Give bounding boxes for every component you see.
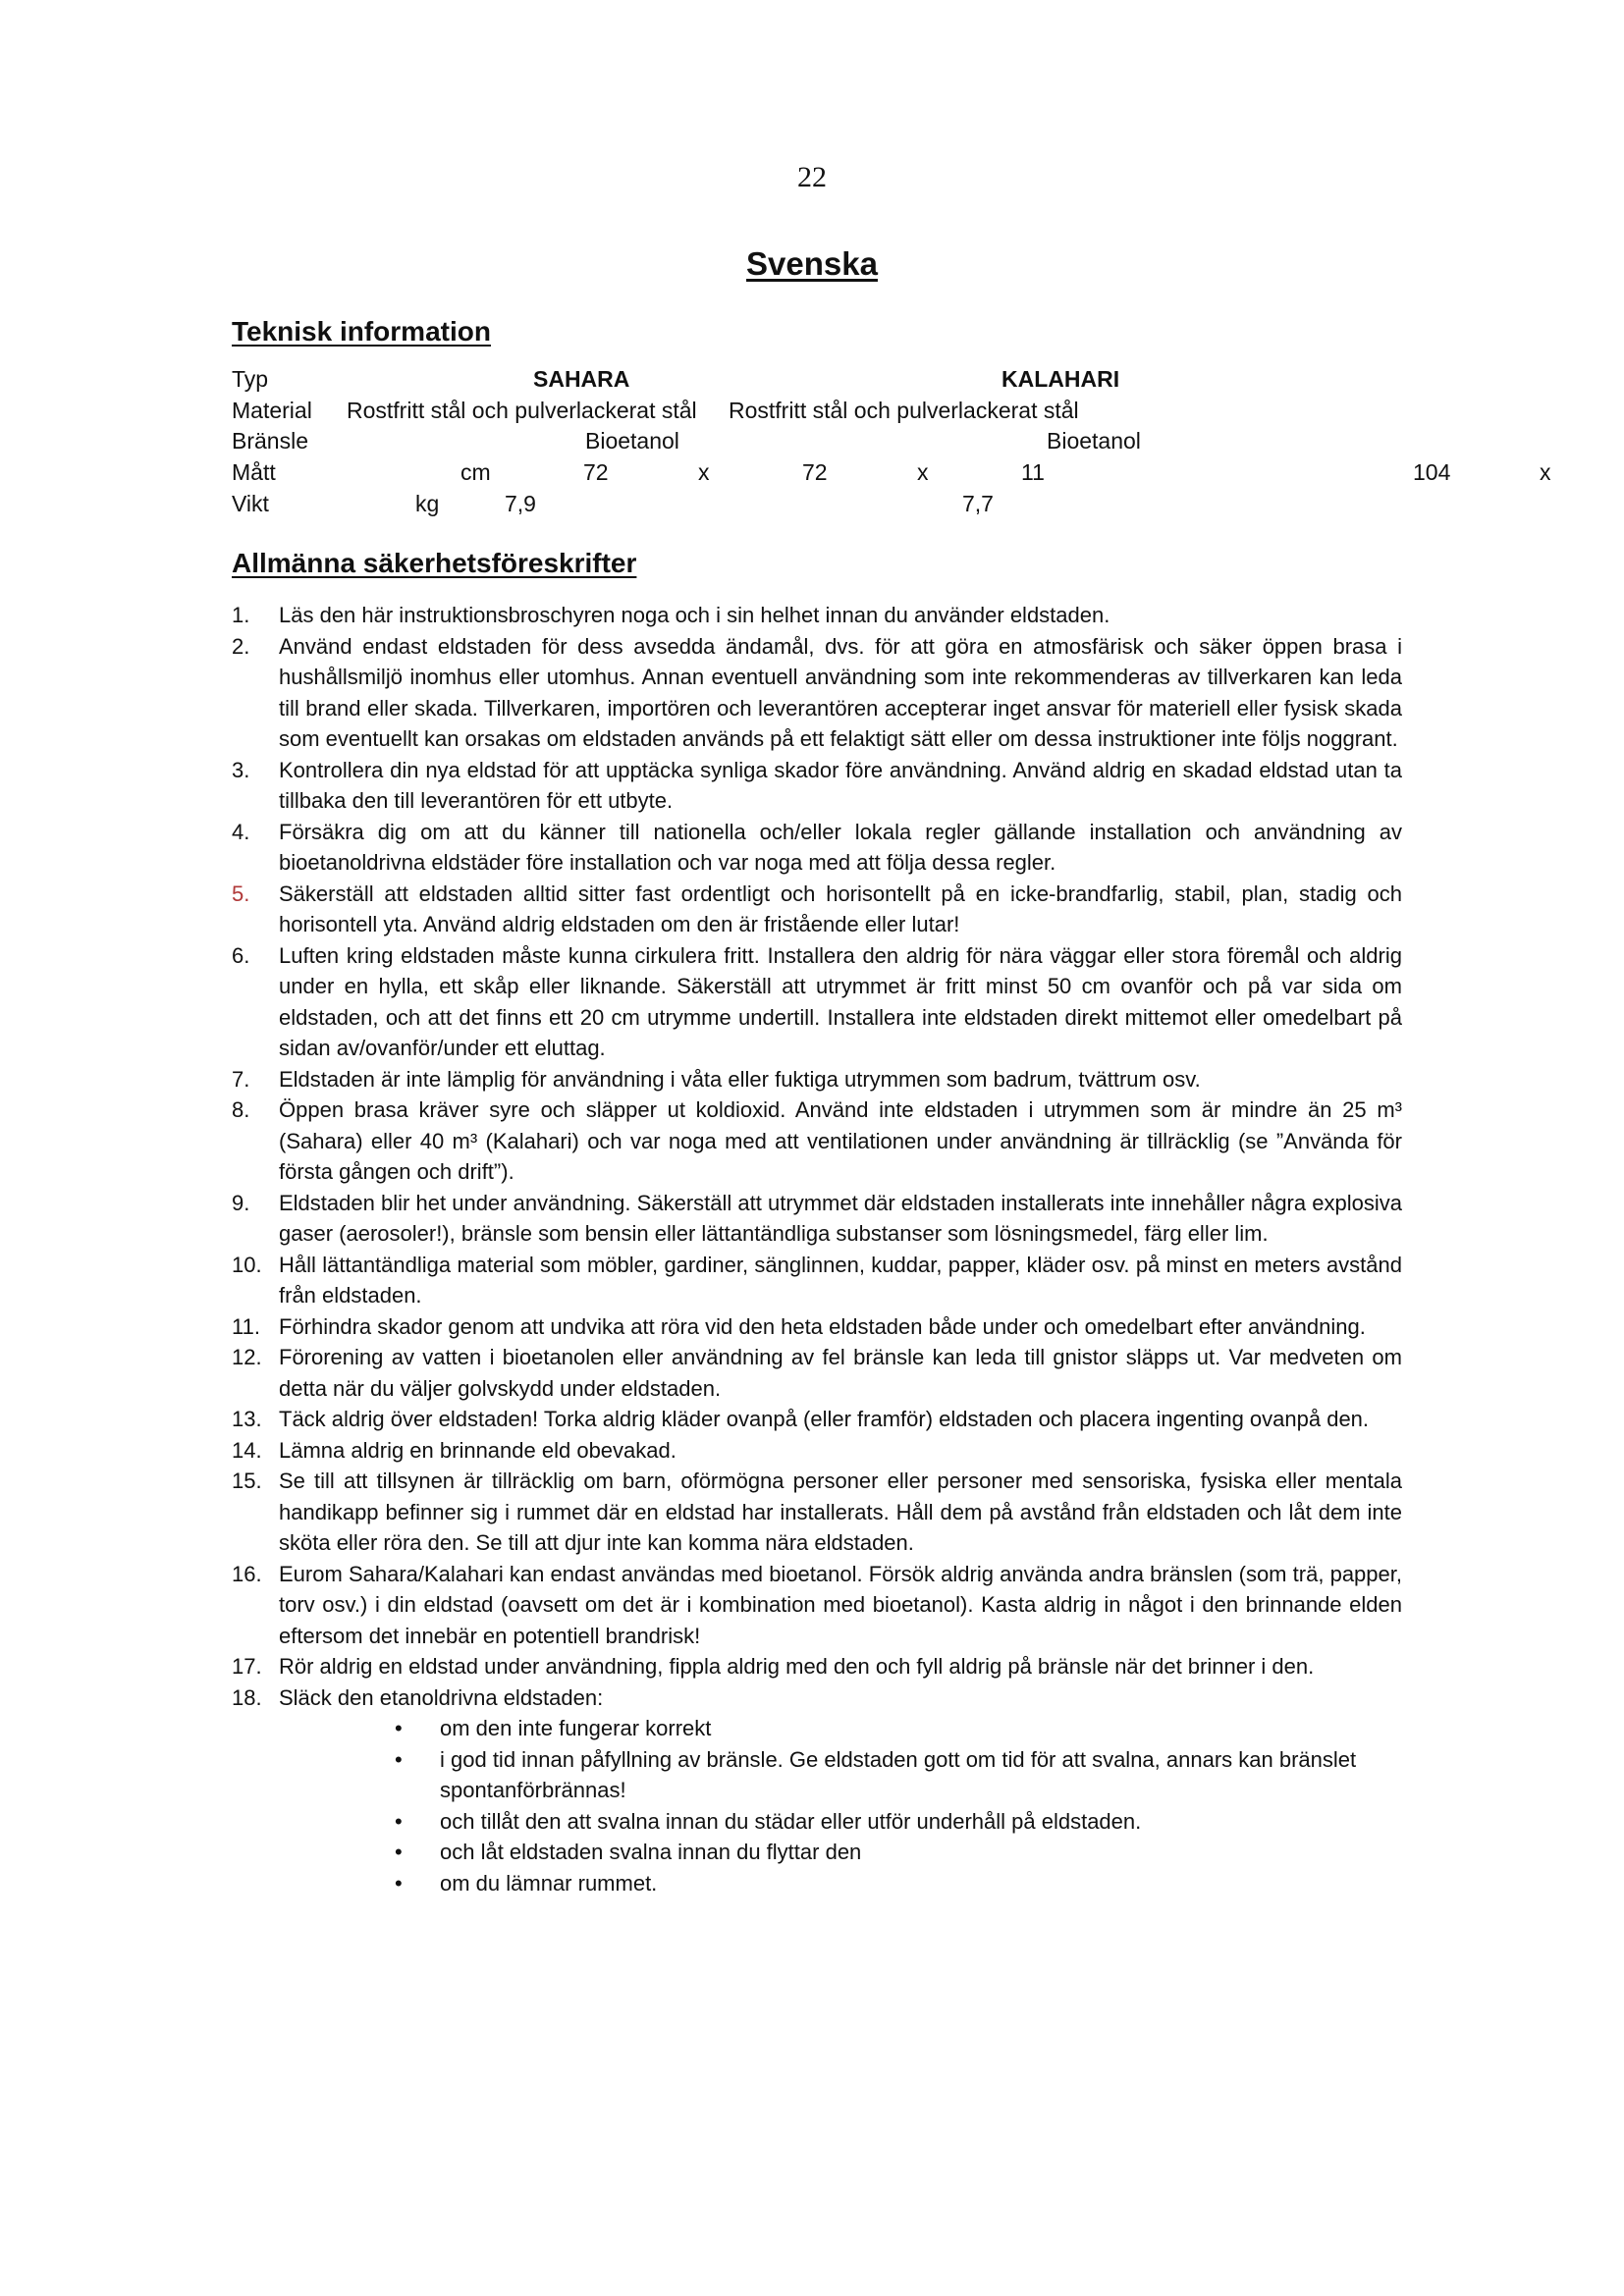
spec-label-typ: Typ xyxy=(232,366,269,392)
spec-matt-value: 11 xyxy=(1021,459,1045,485)
item-number: 7. xyxy=(232,1066,250,1092)
bullet-text: om den inte fungerar korrekt xyxy=(440,1716,712,1740)
bullet-marker: • xyxy=(395,1840,403,1864)
item-text: Kontrollera din nya eldstad för att upptäcka synliga skador före användning. Använd aldrig en skadad eldstad utan ta tillbaka den till leverantören för ett utbyte. xyxy=(279,757,1402,813)
item-number: 11. xyxy=(232,1313,260,1339)
spec-header-sahara: SAHARA xyxy=(533,366,630,392)
item-text: Täck aldrig över eldstaden! Torka aldrig kläder ovanpå (eller framför) eldstaden och placera ingenting ovanpå den. xyxy=(279,1407,1370,1431)
item-number: 2. xyxy=(232,633,250,659)
item-number: 18. xyxy=(232,1684,262,1710)
list-item xyxy=(232,1404,1402,1435)
spec-bransle-sahara: Bioetanol xyxy=(585,428,679,454)
list-item xyxy=(232,1064,1402,1095)
list-item xyxy=(232,1250,1402,1311)
item-text: Säkerställ att eldstaden alltid sitter fast ordentligt och horisontellt på en icke-brandfarlig, stabil, plan, stadig och horisontell yta. Använd aldrig eldstaden om den är fristående eller lutar! xyxy=(279,881,1402,936)
bullet-item xyxy=(279,1713,1402,1744)
item-number: 9. xyxy=(232,1190,250,1215)
bullet-marker: • xyxy=(395,1716,403,1740)
spec-vikt-sahara: 7,9 xyxy=(505,491,536,516)
list-item xyxy=(232,1188,1402,1250)
bullet-text: i god tid innan påfyllning av bränsle. Ge eldstaden gott om tid för att svalna, annars kan bränslet spontanförbrännas! xyxy=(440,1746,1357,1802)
list-item xyxy=(232,1095,1402,1188)
bullet-marker: • xyxy=(395,1870,403,1896)
spec-matt-value: 104 xyxy=(1413,459,1451,485)
safety-rules-list xyxy=(232,600,1402,1898)
item-text: Rör aldrig en eldstad under användning, fippla aldrig med den och fyll aldrig på bränsle när det brinner i den. xyxy=(279,1654,1315,1679)
language-heading xyxy=(0,245,1624,283)
item-number: 17. xyxy=(232,1654,262,1679)
list-item xyxy=(232,1559,1402,1652)
bullet-marker: • xyxy=(395,1808,403,1834)
spec-bransle-kalahari: Bioetanol xyxy=(1047,428,1141,454)
item-text: Luften kring eldstaden måste kunna cirkulera fritt. Installera den aldrig för nära väggar eller stora föremål och aldrig under en hylla, ett skåp eller liknande. Säkerställ att utrymmet är fritt minst 50 cm ovanför och på var sida om eldstaden, och att det finns ett 20 cm utrymme undertill. Installera inte eldstaden direkt mittemot eller omedelbart på sidan av/ovanför/under ett eluttag. xyxy=(279,942,1402,1060)
list-item xyxy=(232,1466,1402,1559)
list-item xyxy=(232,1682,1402,1899)
list-item xyxy=(232,600,1402,631)
spec-matt-separator: x xyxy=(1540,459,1551,485)
list-item xyxy=(232,1651,1402,1682)
item-text: Lämna aldrig en brinnande eld obevakad. xyxy=(279,1437,677,1463)
list-item xyxy=(232,940,1402,1064)
item-text: Förhindra skador genom att undvika att röra vid den heta eldstaden både under och omedelbart efter användning. xyxy=(279,1313,1366,1339)
spec-matt-separator: x xyxy=(698,459,710,485)
list-item xyxy=(232,1311,1402,1343)
spec-matt-value: 72 xyxy=(583,459,609,485)
item-text: Försäkra dig om att du känner till nationella och/eller lokala regler gällande installation och användning av bioetanoldrivna eldstäder före installation och var noga med att följa dessa regler. xyxy=(279,819,1402,875)
item-number: 6. xyxy=(232,942,250,968)
spec-vikt-unit: kg xyxy=(415,491,440,516)
spec-material-kalahari: Rostfritt stål och pulverlackerat stål xyxy=(729,398,1079,423)
item-text: Håll lättantändliga material som möbler, gardiner, sänglinnen, kuddar, papper, kläder osv. på minst en meters avstånd från eldstaden. xyxy=(279,1252,1402,1308)
item-text: Eldstaden är inte lämplig för användning i våta eller fuktiga utrymmen som badrum, tvättrum osv. xyxy=(279,1066,1201,1092)
spec-label-matt: Mått xyxy=(232,459,276,485)
item-number: 16. xyxy=(232,1561,262,1586)
spec-vikt-kalahari: 7,7 xyxy=(962,491,994,516)
bullet-item xyxy=(279,1744,1402,1806)
item-text: Öppen brasa kräver syre och släpper ut koldioxid. Använd inte eldstaden i utrymmen som är mindre än 25 m³ (Sahara) eller 40 m³ (Kalahari) och var noga med att ventilationen under användning är tillräcklig (se ”Använda för första gången och drift”). xyxy=(279,1097,1402,1184)
bullet-item xyxy=(279,1806,1402,1838)
spec-label-vikt: Vikt xyxy=(232,491,269,516)
item-number: 15. xyxy=(232,1468,262,1493)
page-number: 22 xyxy=(797,161,827,193)
spec-header-kalahari: KALAHARI xyxy=(1001,366,1120,392)
item-text: Förorening av vatten i bioetanolen eller användning av fel bränsle kan leda till gnistor släpps ut. Var medveten om detta när du väljer golvskydd under eldstaden. xyxy=(279,1345,1402,1401)
item-number: 4. xyxy=(232,819,250,844)
item-number: 5. xyxy=(232,881,250,906)
item-number: 1. xyxy=(232,603,250,627)
list-item xyxy=(232,755,1402,817)
item-number: 13. xyxy=(232,1407,262,1431)
bullet-item xyxy=(279,1837,1402,1868)
item-text: Läs den här instruktionsbroschyren noga och i sin helhet innan du använder eldstaden. xyxy=(279,603,1110,627)
item-text: Använd endast eldstaden för dess avsedda ändamål, dvs. för att göra en atmosfärisk och säker öppen brasa i hushållsmiljö inomhus eller utomhus. Annan eventuell användning som inte rekommenderas av tillverkaren kan leda till brand eller skada. Tillverkaren, importören och leverantören accepterar inget ansvar för materiell eller fysisk skada som eventuellt kan orsakas om eldstaden används på ett felaktigt sätt eller om dessa instruktioner inte följs noggrant. xyxy=(279,633,1402,751)
spec-matt-unit: cm xyxy=(460,459,491,485)
bullet-text: om du lämnar rummet. xyxy=(440,1870,658,1896)
bullet-text: och låt eldstaden svalna innan du flyttar den xyxy=(440,1840,862,1864)
item-number: 14. xyxy=(232,1437,262,1463)
item-text: Se till att tillsynen är tillräcklig om barn, oförmögna personer eller personer med sensoriska, fysiska eller mentala handikapp befinner sig i rummet där en eldstad har installerats. Håll dem på avstånd från eldstaden och låt dem inte sköta eller röra den. Se till att djur inte kan komma nära eldstaden. xyxy=(279,1468,1402,1555)
list-item xyxy=(232,1342,1402,1404)
bullet-item xyxy=(279,1868,1402,1899)
spec-matt-value: 72 xyxy=(802,459,828,485)
bullet-text: och tillåt den att svalna innan du städar eller utför underhåll på eldstaden. xyxy=(440,1808,1142,1834)
item-number: 12. xyxy=(232,1345,262,1369)
item-number: 3. xyxy=(232,757,250,782)
safety-heading: Allmänna säkerhetsföreskrifter xyxy=(232,548,637,578)
spec-label-material: Material xyxy=(232,398,312,423)
list-item xyxy=(232,631,1402,755)
language-heading-text: Svenska xyxy=(746,245,878,282)
item-number: 8. xyxy=(232,1097,250,1122)
list-item xyxy=(232,879,1402,940)
item-number: 10. xyxy=(232,1252,262,1277)
spec-matt-separator: x xyxy=(917,459,929,485)
spec-label-bransle: Bränsle xyxy=(232,428,308,454)
spec-material-sahara: Rostfritt stål och pulverlackerat stål xyxy=(347,398,697,423)
item-text: Eldstaden blir het under användning. Säkerställ att utrymmet där eldstaden installerats inte innehåller några explosiva gaser (aerosoler!), bränsle som bensin eller lättantändliga substanser som lösningsmedel, färg eller lim. xyxy=(279,1190,1402,1246)
item-text: Eurom Sahara/Kalahari kan endast användas med bioetanol. Försök aldrig använda andra bränslen (som trä, papper, torv osv.) i din eldstad (oavsett om det är i kombination med bioetanol). Kasta aldrig in något i den brinnande elden eftersom det innebär en potentiell brandrisk! xyxy=(279,1561,1402,1648)
list-item xyxy=(232,817,1402,879)
list-item xyxy=(232,1435,1402,1467)
item-text: Släck den etanoldrivna eldstaden: xyxy=(279,1684,604,1710)
bullet-marker: • xyxy=(395,1746,403,1772)
technical-info-heading: Teknisk information xyxy=(232,316,491,347)
extinguish-bullet-list xyxy=(279,1713,1402,1898)
